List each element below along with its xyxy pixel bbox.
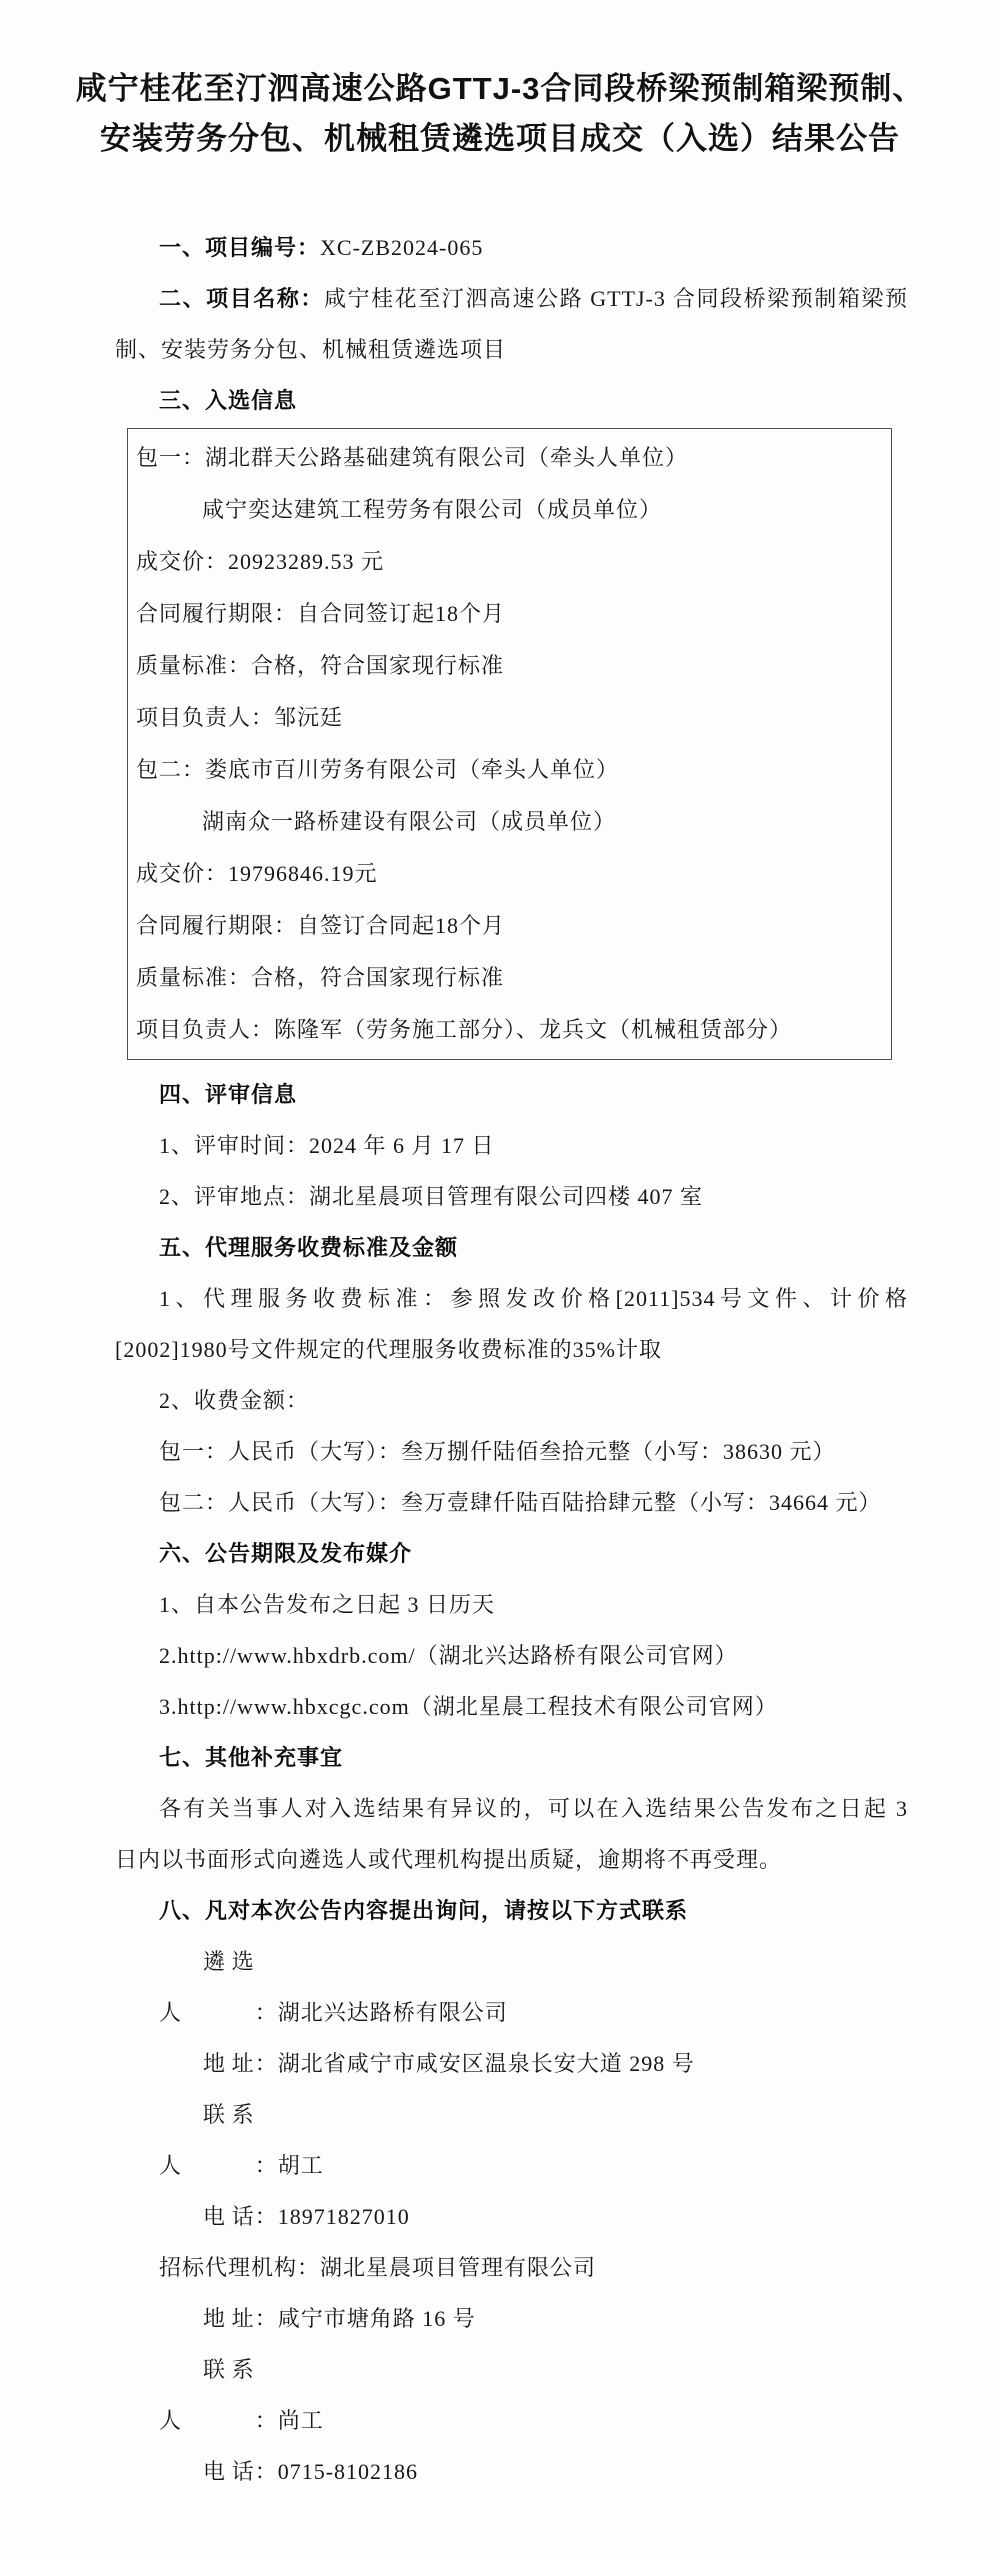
agency-fee-standard-line1: 1、代理服务收费标准：参照发改价格[2011]534号文件、计价格: [159, 1286, 908, 1311]
contact-label: 电话: [203, 2204, 255, 2229]
selector-contact-person: 联系人 ：胡工: [115, 2089, 908, 2191]
fee-amount-heading: 2、收费金额：: [159, 1388, 310, 1413]
contact-label: 电话: [203, 2459, 255, 2484]
box-line: 项目负责人：陈隆军（劳务施工部分）、龙兵文（机械租赁部分）: [136, 1017, 793, 1042]
agency-address: 地址：咸宁市塘角路 16 号: [115, 2293, 908, 2344]
box-line: 成交价：20923289.53 元: [136, 549, 385, 574]
objection-line2: 日内以书面形式向遴选人或代理机构提出质疑，逾期将不再受理。: [115, 1847, 783, 1872]
fee-package-2: 包二：人民币（大写）：叁万壹肆仟陆百陆拾肆元整（小写：34664 元）: [159, 1490, 882, 1515]
section-selection-info: [115, 375, 908, 426]
period-days: 1、自本公告发布之日起 3 日历天: [159, 1592, 496, 1617]
section-supplementary: [115, 1732, 908, 1783]
agency-phone: 电话：0715-8102186: [115, 2446, 908, 2497]
fee-package-1: 包一：人民币（大写）：叁万捌仟陆佰叁拾元整（小写：38630 元）: [159, 1439, 836, 1464]
section-heading: 一、项目编号：: [159, 235, 321, 260]
box-line: 成交价：19796846.19元: [136, 861, 378, 886]
section-agency-fee: [115, 1222, 908, 1273]
section-review-info: [115, 1069, 908, 1120]
objection-line1: 各有关当事人对入选结果有异议的，可以在入选结果公告发布之日起 3: [159, 1796, 908, 1821]
box-line: 质量标准：合格，符合国家现行标准: [136, 653, 505, 678]
section-heading: 五、代理服务收费标准及金额: [159, 1235, 459, 1260]
contact-label: 地址: [203, 2051, 255, 2076]
box-line: 咸宁奕达建筑工程劳务有限公司（成员单位）: [202, 497, 663, 522]
review-place: 2、评审地点：湖北星晨项目管理有限公司四楼 407 室: [159, 1184, 704, 1209]
contact-label: 联系人: [159, 2102, 255, 2178]
box-line: 包二：娄底市百川劳务有限公司（牵头人单位）: [136, 757, 620, 782]
review-time: 1、评审时间：2024 年 6 月 17 日: [159, 1133, 495, 1158]
box-line: 质量标准：合格，符合国家现行标准: [136, 965, 505, 990]
page-title-line1: 咸宁桂花至汀泗高速公路GTTJ-3合同段桥梁预制箱梁预制、: [75, 71, 925, 106]
contact-label: 联系人: [159, 2357, 255, 2433]
document-body: [0, 222, 1000, 2557]
page-title: [0, 64, 1000, 164]
page-title-line2: 安装劳务分包、机械租赁遴选项目成交（入选）结果公告: [100, 121, 900, 156]
selector-name: 遴选人 ：湖北兴达路桥有限公司: [115, 1936, 908, 2038]
box-line: 湖南众一路桥建设有限公司（成员单位）: [202, 809, 617, 834]
section-heading: 二、项目名称：: [159, 286, 324, 311]
section-heading: 四、评审信息: [159, 1082, 298, 1107]
project-number: 一、项目编号：XC-ZB2024-065: [159, 235, 484, 260]
contact-label: 招标代理机构: [159, 2255, 298, 2280]
box-line: 包一：湖北群天公路基础建筑有限公司（牵头人单位）: [136, 445, 689, 470]
box-line: 项目负责人：邹沅廷: [136, 705, 344, 730]
project-name-line2: 制、安装劳务分包、机械租赁遴选项目: [115, 337, 507, 362]
contact-label: 遴选人: [159, 1949, 255, 2025]
media-url-1: 2.http://www.hbxdrb.com/（湖北兴达路桥有限公司官网）: [159, 1643, 738, 1668]
selection-result-box: [127, 428, 892, 1060]
section-heading: 七、其他补充事宜: [159, 1745, 344, 1770]
media-url-2: 3.http://www.hbxcgc.com（湖北星晨工程技术有限公司官网）: [159, 1694, 778, 1719]
contact-label: 地址: [203, 2306, 255, 2331]
selector-phone: 电话：18971827010: [115, 2191, 908, 2242]
agency-fee-standard-line2: [2002]1980号文件规定的代理服务收费标准的35%计取: [115, 1337, 662, 1362]
agency-name: 招标代理机构：湖北星晨项目管理有限公司: [159, 2255, 597, 2280]
agency-contact-person: 联系人 ：尚工: [115, 2344, 908, 2446]
project-name-line1: 二、项目名称：咸宁桂花至汀泗高速公路 GTTJ-3 合同段桥梁预制箱梁预: [159, 286, 908, 311]
section-heading: 八、凡对本次公告内容提出询问，请按以下方式联系: [159, 1898, 689, 1923]
section-heading: 六、公告期限及发布媒介: [159, 1541, 413, 1566]
box-line: 合同履行期限：自合同签订起18个月: [136, 601, 506, 626]
section-heading: 三、入选信息: [159, 388, 298, 413]
box-line: 合同履行期限：自签订合同起18个月: [136, 913, 506, 938]
section-contact: [115, 1885, 908, 1936]
section-announcement-period: [115, 1528, 908, 1579]
selector-address: 地址：湖北省咸宁市咸安区温泉长安大道 298 号: [115, 2038, 908, 2089]
